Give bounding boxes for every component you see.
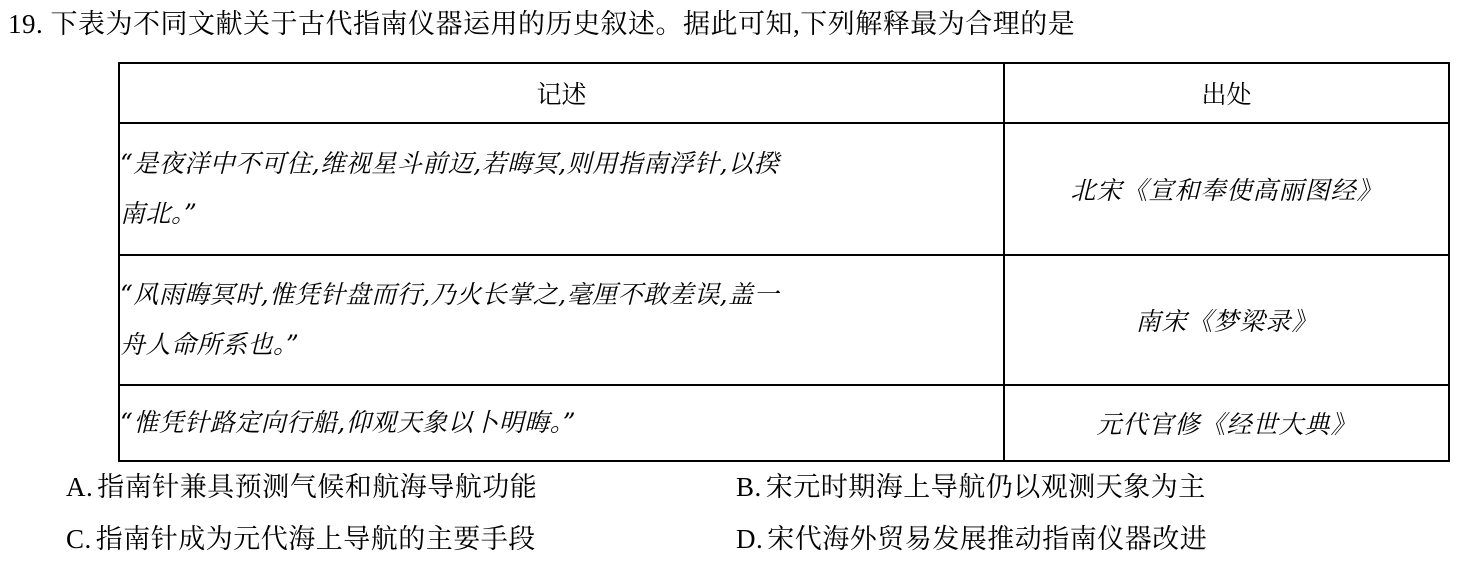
description-line-2: 舟人命所系也。”	[120, 330, 300, 359]
option-b-letter: B.	[736, 472, 762, 502]
evidence-table	[118, 62, 1450, 462]
option-d[interactable]	[736, 520, 1436, 558]
question-number: 19.	[8, 9, 44, 39]
option-c-text: 指南针成为元代海上导航的主要手段	[95, 524, 536, 554]
table-row	[119, 385, 1449, 461]
question-stem	[8, 6, 1456, 42]
option-b-text: 宋元时期海上导航仍以观测天象为主	[765, 472, 1206, 502]
column-header-source: 出处	[1004, 63, 1449, 123]
options-row-1	[66, 468, 1456, 506]
option-c-letter: C.	[66, 524, 92, 554]
option-b[interactable]	[736, 468, 1436, 506]
option-a[interactable]	[66, 468, 736, 506]
cell-description	[119, 255, 1004, 385]
question-stem-text: 下表为不同文献关于古代指南仪器运用的历史叙述。据此可知,下列解释最为合理的是	[50, 9, 1076, 39]
table-row	[119, 123, 1449, 255]
description-line-2: 南北。”	[120, 199, 198, 228]
options-row-2	[66, 520, 1456, 558]
cell-source: 北宋《宣和奉使高丽图经》	[1004, 123, 1449, 255]
table-row	[119, 255, 1449, 385]
option-c[interactable]	[66, 520, 736, 558]
option-d-letter: D.	[736, 524, 764, 554]
description-line-1: “是夜洋中不可住,维视星斗前迈,若晦冥,则用指南浮针,以揆	[120, 149, 780, 178]
cell-source: 南宋《梦梁录》	[1004, 255, 1449, 385]
column-header-description: 记述	[119, 63, 1004, 123]
table-header-row	[119, 63, 1449, 123]
description-line-1: “惟凭针路定向行船,仰观天象以卜明晦。”	[120, 408, 577, 437]
options-list	[66, 468, 1456, 572]
option-a-text: 指南针兼具预测气候和航海导航功能	[97, 472, 538, 502]
cell-source: 元代官修《经世大典》	[1004, 385, 1449, 461]
description-line-1: “风雨晦冥时,惟凭针盘而行,乃火长掌之,毫厘不敢差误,盖一	[120, 280, 780, 309]
cell-description	[119, 385, 1004, 461]
cell-description	[119, 123, 1004, 255]
option-d-text: 宋代海外贸易发展推动指南仪器改进	[767, 524, 1208, 554]
option-a-letter: A.	[66, 472, 94, 502]
